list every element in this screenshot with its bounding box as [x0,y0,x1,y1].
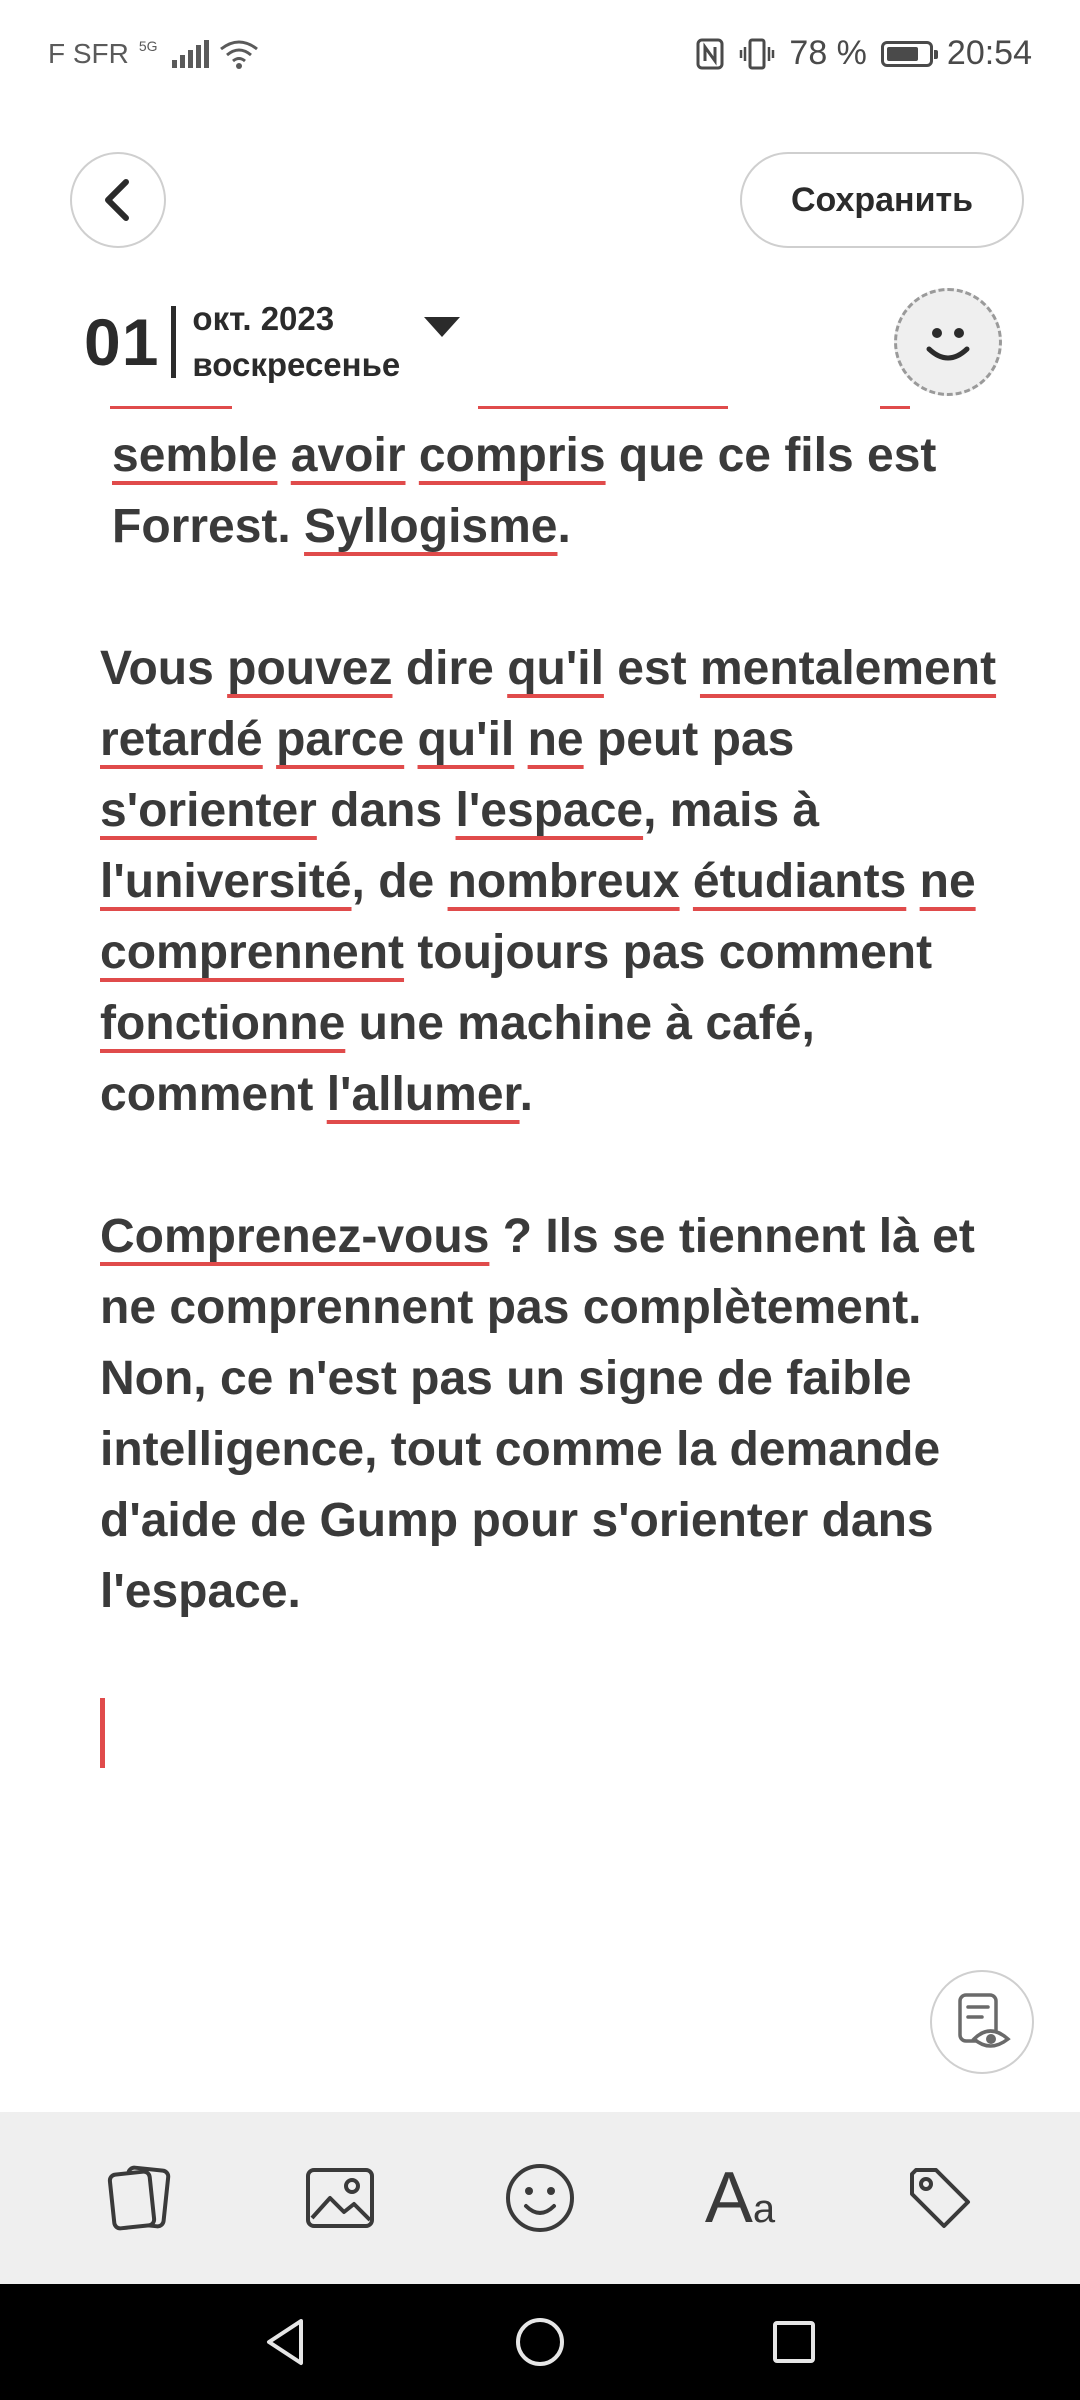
text-run [277,429,290,482]
misspelled-word: parce [276,713,405,766]
misspelled-word: pouvez [227,642,393,695]
battery-fill [887,47,918,61]
editor-toolbar [0,2112,1080,2284]
cards-button[interactable] [92,2150,188,2246]
clock: 20:54 [946,34,1032,72]
text-run: ? Ils se tiennent là et ne comprennent pas complètement. Non, ce n'est pas un signe de faible intelligence, tout comme la demande d'aide de Gump pour s'orienter dans l'espace. [100,1210,975,1618]
nav-home-icon[interactable] [513,2315,567,2369]
status-right [695,34,1032,73]
misspelled-word: mentalement [699,642,997,695]
tag-icon [906,2164,974,2232]
misspelled-word: l'université [100,855,352,908]
cards-icon [102,2163,178,2233]
misspelled-word: qu'il [507,642,604,695]
wifi-icon [219,39,259,69]
image-icon [304,2166,376,2230]
date-selector[interactable] [84,296,460,388]
text-run: que ce fils est Forrest. [112,429,937,553]
text-run [680,855,693,908]
insert-image-button[interactable] [292,2150,388,2246]
nfc-icon [695,37,725,71]
font-size-button[interactable] [692,2150,788,2246]
text-run: , de [351,855,448,908]
text-run: . [519,1068,533,1121]
misspelled-word: comprennent [100,926,405,979]
preview-button[interactable] [930,1970,1034,2074]
date-text [192,296,400,388]
text-run: Vous [100,642,228,695]
misspelled-word: l'espace [455,784,644,837]
misspelled-word: avoir [290,429,406,482]
document-preview-icon [952,1991,1012,2053]
text-run: peut pas [583,713,795,766]
caret-down-icon[interactable] [424,317,460,337]
tag-button[interactable] [892,2150,988,2246]
misspelled-word: Syllogisme [304,500,558,553]
misspelled-word: nombreux [447,855,680,908]
misspelled-word: semble [112,429,278,482]
status-bar [0,0,1080,110]
misspelled-word: Comprenez-vous [100,1210,490,1263]
misspelled-word: ne [527,713,584,766]
back-button[interactable] [70,152,166,248]
editor-paragraph[interactable] [100,633,1020,1130]
spellcheck-underline-fragment [110,406,232,409]
smiley-icon [913,307,983,377]
text-run [263,713,276,766]
text-run [906,855,919,908]
emoji-icon [504,2162,576,2234]
entry-month-year: окт. 2023 [192,300,335,337]
status-left [48,38,259,70]
font-size-icon: Aa [704,2158,776,2238]
text-run: toujours pas comment [404,926,933,979]
text-run: est [603,642,700,695]
journal-text-editor[interactable] [100,420,1020,1698]
text-cursor [100,1698,105,1768]
system-nav-bar [0,2284,1080,2400]
misspelled-word: fonctionne [100,997,346,1050]
battery-icon [881,41,933,67]
spellcheck-underline-fragment [880,406,910,409]
signal-icon [172,40,209,68]
misspelled-word: étudiants [692,855,907,908]
misspelled-word: l'allumer [326,1068,520,1121]
nav-back-icon[interactable] [261,2315,311,2369]
text-run: , mais à [643,784,820,837]
text-run [404,713,417,766]
text-run: dire [392,642,508,695]
spellcheck-underline-fragment [478,406,728,409]
misspelled-word: compris [418,429,606,482]
text-run [406,429,419,482]
misspelled-word: ne [919,855,976,908]
text-run: dans [316,784,456,837]
insert-emoji-button[interactable] [492,2150,588,2246]
battery-percent: 78 % [789,34,867,72]
carrier-label: F SFR [48,38,129,69]
text-run: . [557,500,571,553]
entry-day: 01 [84,305,160,379]
misspelled-word: s'orienter [100,784,317,837]
misspelled-word: qu'il [417,713,515,766]
date-divider [171,306,176,378]
vibrate-icon [739,37,775,71]
mood-selector-button[interactable] [894,288,1002,396]
editor-paragraph[interactable] [100,1201,1020,1627]
network-type-label: 5G [138,38,158,54]
save-button[interactable]: Сохранить [740,152,1024,248]
entry-weekday: воскресенье [192,346,401,383]
text-run: une machine à café, comment [100,997,815,1121]
text-run [514,713,527,766]
editor-paragraph[interactable] [112,420,1020,562]
nav-recents-icon[interactable] [769,2317,819,2367]
chevron-left-icon [98,178,138,222]
misspelled-word: retardé [100,713,263,766]
